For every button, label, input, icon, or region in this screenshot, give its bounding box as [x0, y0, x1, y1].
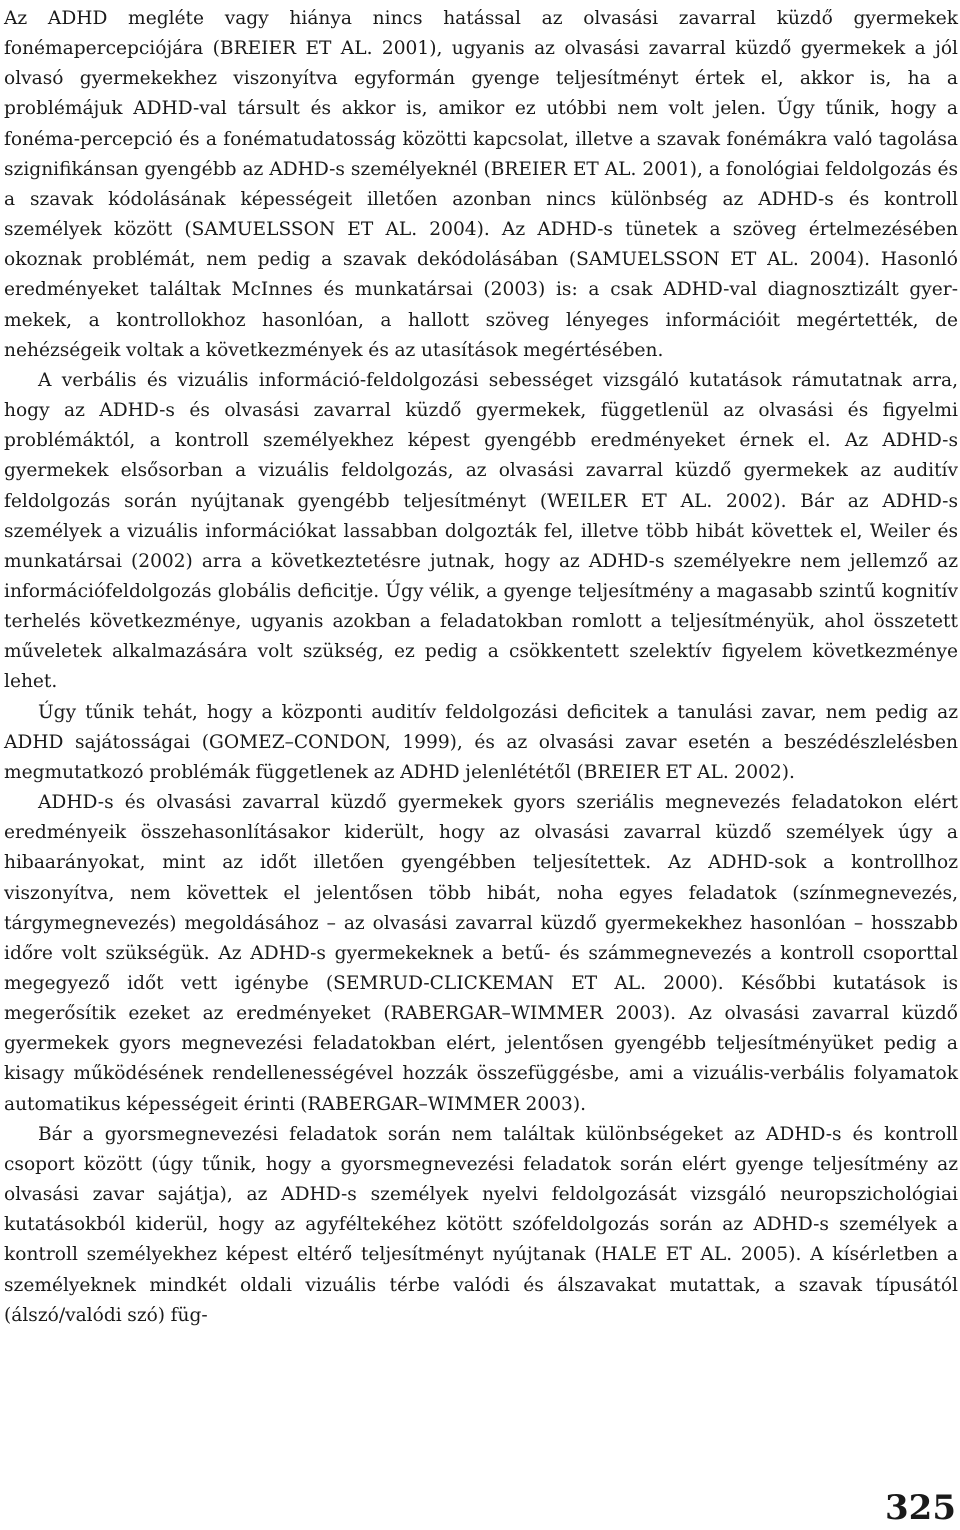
paragraph: A verbális és vizuális információ-feldolgozási sebességet vizsgáló kutatások rámutatnak arra, hogy az ADHD-s és olvasási zavarral küzdő gyermekek, függetlenül az olvasási és figyelmi problémáktól, a kontroll személyekhez képest gyengébb eredményeket érnek el. Az ADHD-s gyermekek elsősorban a vizuális feldolgozás, az olvasási zavarral küzdő gyermekek az auditív feldolgozás során nyújtanak gyengébb teljesítményt (WEILER ET AL. 2002). Bár az ADHD-s személyek a vizuális információkat lassabban dolgozták fel, illetve több hibát követtek el, Weiler és munkatársai (2002) arra a következtetésre jutnak, hogy az ADHD-s személyekre nem jellemző az információfeldolgozás globális deficitje. Úgy vélik, a gyenge teljesítmény a magasabb szintű kognitív terhelés következménye, ugyanis azokban a feladatokban romlott a teljesítményük, ahol összetett műveletek alkalmazására volt szükség, ez pedig a csökkentett szelektív figyelem következménye lehet. — [4, 369, 958, 693]
page-number: 325 — [885, 1488, 956, 1528]
paragraph: Úgy tűnik tehát, hogy a központi auditív feldolgozási deficitek a tanulási zavar, nem pedig az ADHD sajátosságai (GOMEZ–CONDON, 1999), és az olvasási zavar esetén a beszédészlelésben megmutatkozó problémák függetlenek az ADHD jelenlététől (BREIER ET AL. 2002). — [4, 701, 958, 783]
document-page — [4, 4, 958, 1331]
paragraph: ADHD-s és olvasási zavarral küzdő gyermekek gyors szeriális megnevezés feladatokon elért eredményeik összehasonlításakor kiderült, hogy az olvasási zavarral küzdő személyek úgy a hibaarányokat, mint az időt illetően gyengébben teljesítettek. Az ADHD-sok a kontrollhoz viszonyítva, nem követtek el jelentősen több hibát, noha egyes feladatok (színmegnevezés, tárgymegnevezés) megoldásához – az olvasási zavarral küzdő gyermekekhez hasonlóan – hosszabb időre volt szükségük. Az ADHD-s gyermekeknek a betű- és számmegnevezés a kontroll csoporttal megegyező időt vett igénybe (SEMRUD-CLICKEMAN ET AL. 2000). Későbbi kutatások is megerősítik ezeket az eredményeket (RABERGAR–WIMMER 2003). Az olvasási zavarral küzdő gyermekek gyors megnevezési feladatokban elért, jelentősen gyengébb teljesítményüket pedig a kisagy működésének rendellenességével hozzák összefüggésbe, ami a vizuális-verbális folyamatok automatikus képességeit érinti (RABERGAR–WIMMER 2003). — [4, 792, 958, 1115]
paragraph: Az ADHD megléte vagy hiánya nincs hatással az olvasási zavarral küzdő gyermekek fonémapercepciójára (BREIER ET AL. 2001), ugyanis az olvasási zavarral küzdő gyermekek a jól olvasó gyermekekhez viszonyítva egyformán gyenge teljesítményt értek el, akkor is, ha a problémájuk ADHD-val társult és akkor is, amikor ez utóbbi nem volt jelen. Úgy tűnik, hogy a fonéma-percepció és a fonématudatosság közötti kapcsolat, illetve a szavak fonémákra való tagolása szignifikánsan gyengébb az ADHD-s személyeknél (BREIER ET AL. 2001), a fonológiai feldolgozás és a szavak kódolásának képességeit illetően azonban nincs különbség az ADHD-s és kontroll személyek között (SAMUELSSON ET AL. 2004). Az ADHD-s tünetek a szöveg értelmezésében okoznak problémát, nem pedig a szavak dekódolásában (SAMUELSSON ET AL. 2004). Hasonló eredményeket találtak McInnes és munkatársai (2003) is: a csak ADHD-val diagnosztizált gyermekek, a kontrollokhoz hasonlóan, a hallott szöveg lényeges információit megértették, de nehézségeik voltak a következmények és az utasítások megértésében. — [4, 8, 958, 361]
paragraph: Bár a gyorsmegnevezési feladatok során nem találtak különbségeket az ADHD-s és kontroll csoport között (úgy tűnik, hogy a gyorsmegnevezési feladatok során elért gyenge teljesítmény az olvasási zavar sajátja), az ADHD-s személyek nyelvi feldolgozását vizsgáló neuropszichológiai kutatásokból kiderül, hogy az agyféltekéhez kötött szófeldolgozás során az ADHD-s személyek a kontroll személyekhez képest eltérő teljesítményt nyújtanak (HALE ET AL. 2005). A kísérletben a személyeknek mindkét oldali vizuális térbe valódi és álszavakat mutattak, a szavak típusától (álszó/valódi szó) füg- — [4, 1123, 958, 1326]
